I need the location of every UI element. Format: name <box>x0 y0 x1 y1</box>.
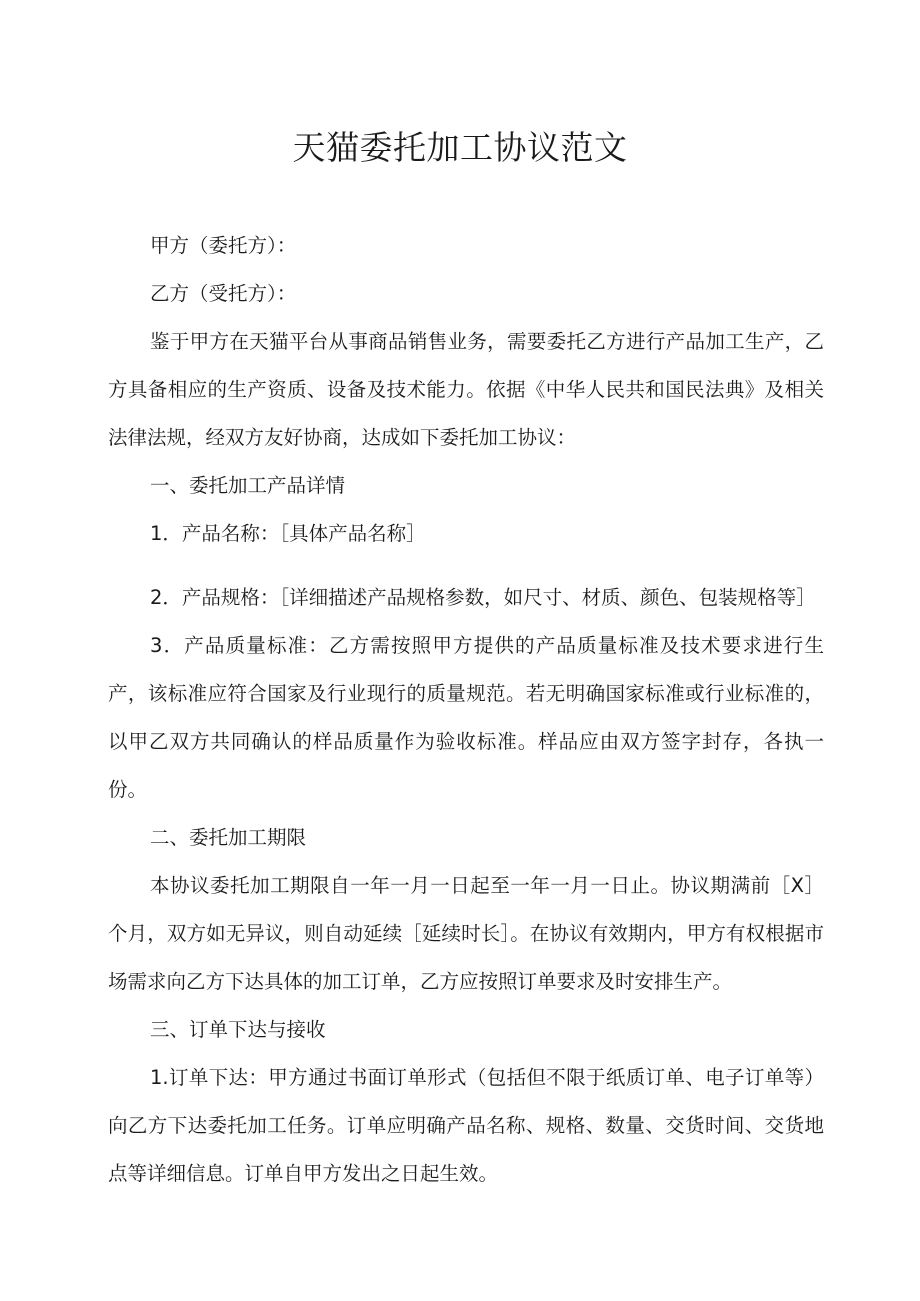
section-heading-2: 二、委托加工期限 <box>150 826 307 849</box>
clause-product-spec: 2．产品规格：［详细描述产品规格参数，如尺寸、材质、颜色、包装规格等］ <box>150 586 816 609</box>
clause-order-placement: 1.订单下达：甲方通过书面订单形式（包括但不限于纸质订单、电子订单等）向乙方下达委托加工任务。订单应明确产品名称、规格、数量、交货时间、交货地点等详细信息。订单自甲方发出之日起生效。 <box>108 1066 824 1185</box>
document-body <box>108 222 824 1198</box>
party-a-line: 甲方（委托方）： <box>150 234 297 257</box>
term-paragraph: 本协议委托加工期限自一年一月一日起至一年一月一日止。协议期满前［X］个月，双方如无异议，则自动延续［延续时长］。在协议有效期内，甲方有权根据市场需求向乙方下达具体的加工订单，乙方应按照订单要求及时安排生产。 <box>108 874 824 993</box>
section-heading-1: 一、委托加工产品详情 <box>150 474 346 497</box>
clause-product-name: 1．产品名称：［具体产品名称］ <box>150 522 426 545</box>
document-title: 天猫委托加工协议范文 <box>292 128 628 167</box>
preamble-paragraph: 鉴于甲方在天猫平台从事商品销售业务，需要委托乙方进行产品加工生产，乙方具备相应的生产资质、设备及技术能力。依据《中华人民共和国民法典》及相关法律法规，经双方友好协商，达成如下委托加工协议： <box>108 330 824 449</box>
clause-quality-standard: 3．产品质量标准：乙方需按照甲方提供的产品质量标准及技术要求进行生产，该标准应符合国家及行业现行的质量规范。若无明确国家标准或行业标准的，以甲乙双方共同确认的样品质量作为验收标准。样品应由双方签字封存，各执一份。 <box>108 634 824 801</box>
section-heading-3: 三、订单下达与接收 <box>150 1018 326 1041</box>
party-b-line: 乙方（受托方）： <box>150 282 297 305</box>
